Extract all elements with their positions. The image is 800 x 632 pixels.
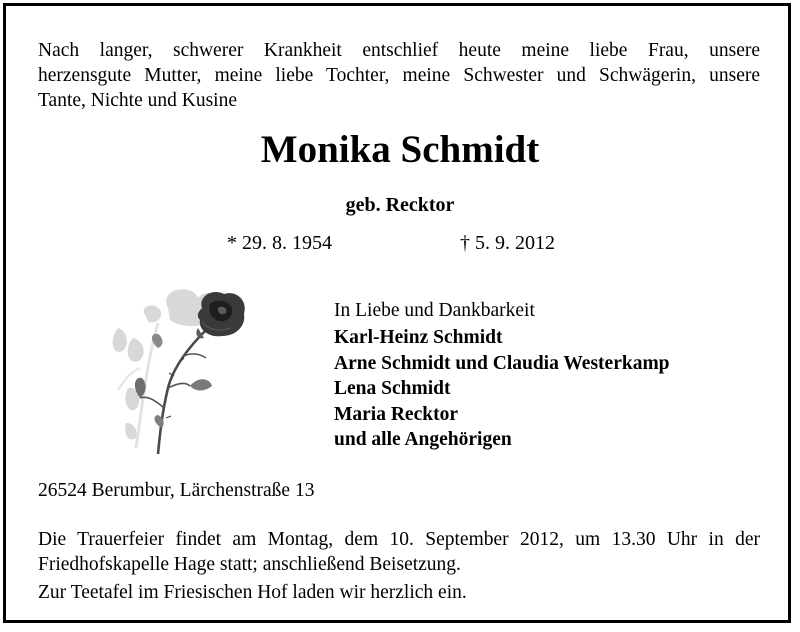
funeral-info <box>38 527 760 577</box>
death-date: † 5. 9. 2012 <box>460 232 555 254</box>
mourners-block <box>334 299 764 453</box>
deceased-name: Monika Schmidt <box>260 128 540 171</box>
intro-line: herzensgute Mutter, meine liebe Tochter, meine Schwester und Schwägerin, unsere <box>38 65 760 86</box>
birth-date: * 29. 8. 1954 <box>227 232 332 254</box>
rose-icon <box>98 278 258 458</box>
maiden-name: geb. Recktor <box>345 194 455 216</box>
tea-invitation: Zur Teetafel im Friesischen Hof laden wir herzlich ein. <box>38 582 467 603</box>
mourner-name: und alle Angehörigen <box>334 429 512 450</box>
mourner-name: Lena Schmidt <box>334 378 451 399</box>
mourner-name: Maria Recktor <box>334 403 458 425</box>
intro-text <box>38 38 760 113</box>
mourners-lead: In Liebe und Dankbarkeit <box>334 300 535 321</box>
intro-line: Nach langer, schwerer Krankheit entschlief heute meine liebe Frau, unsere <box>38 40 760 61</box>
mourner-name: Arne Schmidt und Claudia Westerkamp <box>334 352 670 374</box>
address: 26524 Berumbur, Lärchenstraße 13 <box>38 480 315 501</box>
mourner-name: Karl-Heinz Schmidt <box>334 327 503 348</box>
intro-line: Tante, Nichte und Kusine <box>38 90 237 111</box>
funeral-line: Die Trauerfeier findet am Montag, dem 10. September 2012, um 13.30 Uhr in der <box>38 529 760 550</box>
funeral-line: Friedhofskapelle Hage statt; anschließend Beisetzung. <box>38 554 461 575</box>
